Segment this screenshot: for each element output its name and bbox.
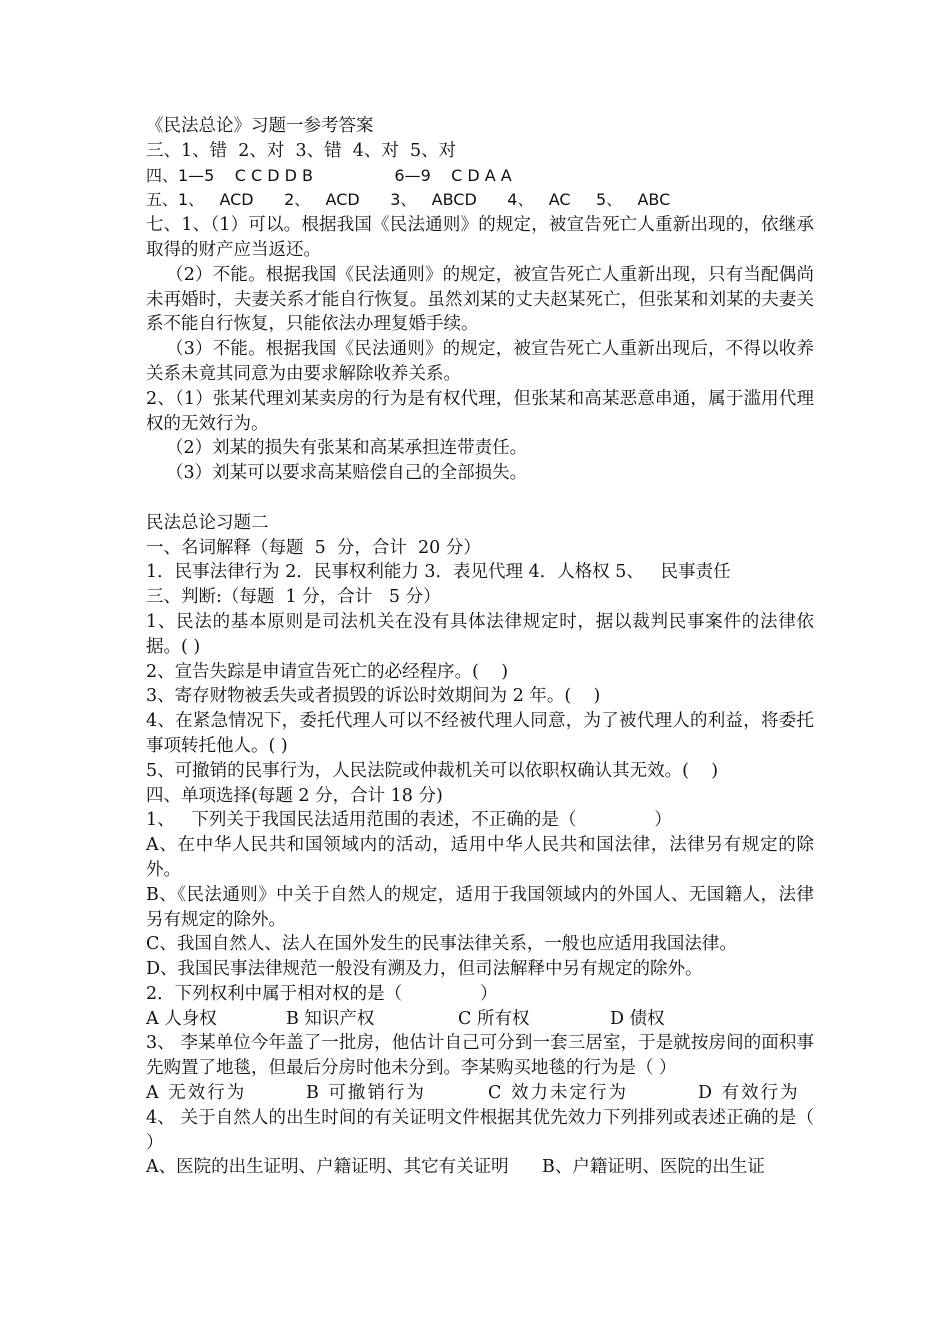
question-2-option-b: B 知识产权 xyxy=(286,1008,375,1029)
judgment-5: 5、可撤销的民事行为，人民法院或仲裁机关可以依职权确认其无效。( ) xyxy=(146,760,719,781)
judgment-4: 4、在紧急情况下，委托代理人可以不经被代理人同意，为了被代理人的利益，将委托事项转托他人。( ) xyxy=(146,711,814,756)
section-3-heading: 三、判断:（每题 1 分，合计 5 分） xyxy=(146,587,441,608)
section-1-items: 1．民事法律行为 2．民事权利能力 3．表见代理 4．人格权 5、 民事责任 xyxy=(146,562,731,583)
question-3-option-c: C 效力未定行为 xyxy=(488,1083,628,1104)
question-1-option-c: C、我国自然人、法人在国外发生的民事法律关系，一般也应适用我国法律。 xyxy=(146,934,737,955)
question-1: 1、 下列关于我国民法适用范围的表述，不正确的是（ ） xyxy=(146,810,672,831)
question-1-option-d: D、我国民事法律规范一般没有溯及力，但司法解释中另有规定的除外。 xyxy=(146,959,703,980)
question-3-options xyxy=(146,1081,814,1106)
judgment-1: 1、民法的基本原则是司法机关在没有具体法律规定时，据以裁判民事案件的法律依据。( ) xyxy=(146,611,814,657)
paragraph-gap xyxy=(146,486,814,511)
document-body xyxy=(146,114,814,1180)
question-2-option-d: D 债权 xyxy=(610,1008,665,1029)
answer-7-2-2: （2）刘某的损失有张某和高某承担连带责任。 xyxy=(166,438,528,459)
exercise-title: 民法总论习题二 xyxy=(146,512,269,533)
question-1-option-b: B、《民法通则》中关于自然人的规定，适用于我国领域内的外国人、无国籍人，法律另有规定的除外。 xyxy=(146,884,814,930)
section-1-heading: 一、名词解释（每题 5 分，合计 20 分） xyxy=(146,537,481,558)
question-2-options xyxy=(146,1007,814,1032)
question-1-option-a: A、在中华人民共和国领域内的活动，适用中华人民共和国法律，法律另有规定的除外。 xyxy=(146,835,814,880)
judgment-3: 3、寄存财物被丢失或者损毁的诉讼时效期间为 2 年。( ) xyxy=(146,686,601,707)
answer-section-4: 四、1—5 C C D D B 6—9 C D A A xyxy=(146,165,512,185)
question-2-option-a: A 人身权 xyxy=(146,1008,217,1029)
question-3-option-a: A 无效行为 xyxy=(146,1083,247,1104)
answer-7-2-1: 2、（1）张某代理刘某卖房的行为是有权代理，但张某和高某恶意串通，属于滥用代理权的无效行为。 xyxy=(146,388,814,434)
question-2: 2．下列权利中属于相对权的是（ ） xyxy=(146,983,498,1004)
answer-section-5: 五、1、 ACD 2、 ACD 3、 ABCD 4、 AC 5、 ABC xyxy=(146,190,671,210)
answer-section-3: 三、1、错 2、对 3、错 4、对 5、对 xyxy=(146,140,457,161)
answer-title: 《民法总论》习题一参考答案 xyxy=(146,116,374,136)
question-2-option-c: C 所有权 xyxy=(458,1008,530,1029)
question-4-options-ab: A、医院的出生证明、户籍证明、其它有关证明 B、户籍证明、医院的出生证 xyxy=(146,1157,765,1178)
judgment-2: 2、宣告失踪是申请宣告死亡的必经程序。( ) xyxy=(146,661,509,682)
question-3-option-b: B 可撤销行为 xyxy=(306,1083,426,1104)
answer-7-1-1: 七、1、（1）可以。根据我国《民法通则》的规定，被宣告死亡人重新出现的，依继承取得的财产应当返还。 xyxy=(146,215,814,260)
section-4-heading: 四、单项选择(每题 2 分，合计 18 分) xyxy=(146,785,443,806)
answer-7-1-2: （2）不能。根据我国《民法通则》的规定，被宣告死亡人重新出现，只有当配偶尚未再婚时，夫妻关系才能自行恢复。虽然刘某的丈夫赵某死亡，但张某和刘某的夫妻关系不能自行恢复，只能依法办理复婚手续。 xyxy=(146,264,814,335)
answer-7-1-3: （3）不能。根据我国《民法通则》的规定，被宣告死亡人重新出现后，不得以收养关系未竟其同意为由要求解除收养关系。 xyxy=(146,339,814,384)
question-4: 4、 关于自然人的出生时间的有关证明文件根据其优先效力下列排列或表述正确的是（ ） xyxy=(146,1107,814,1153)
question-3-option-d: D 有效行为 xyxy=(698,1083,800,1104)
answer-7-2-3: （3）刘某可以要求高某赔偿自己的全部损失。 xyxy=(166,463,528,484)
question-3: 3、 李某单位今年盖了一批房，他估计自己可分到一套三居室，于是就按房间的面积事先购置了地毯，但最后分房时他未分到。李某购买地毯的行为是（ ） xyxy=(146,1033,814,1079)
